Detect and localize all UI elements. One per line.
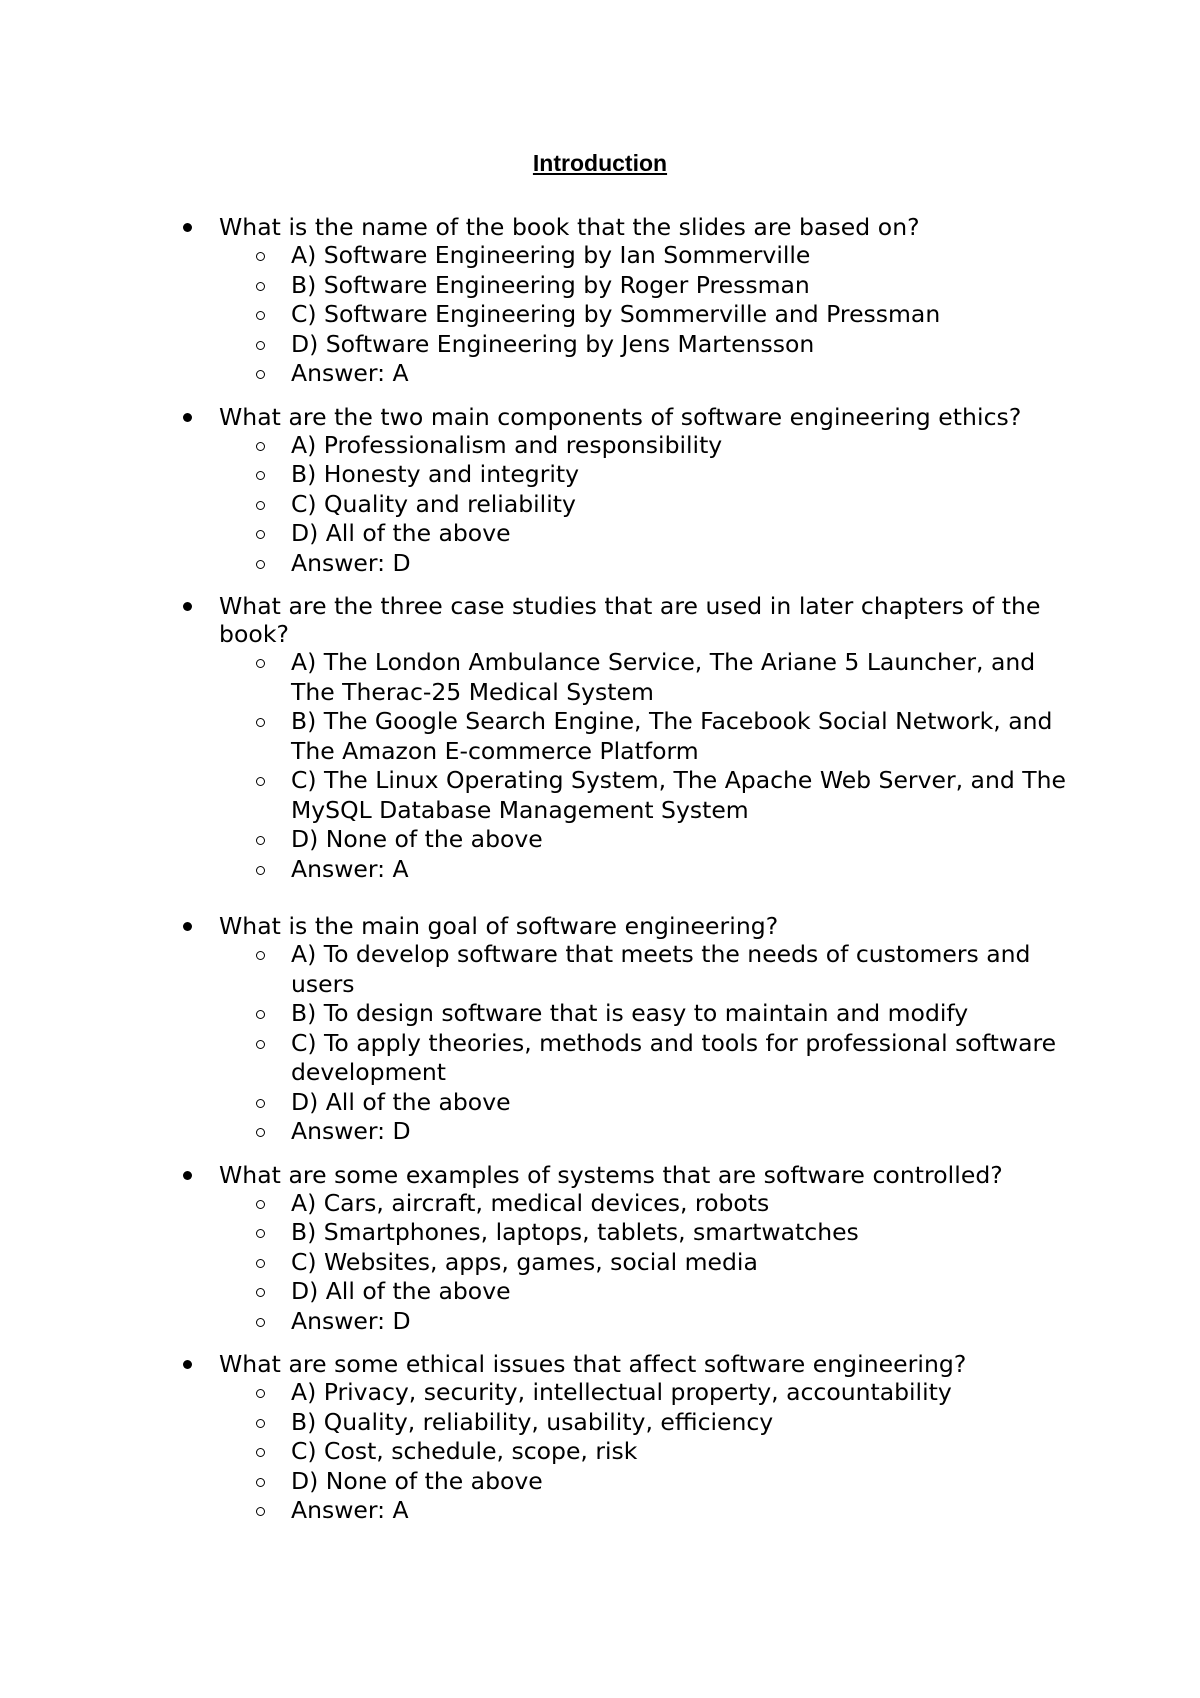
- answer-item: [0, 855, 1081, 885]
- answer-text: Answer: A: [291, 359, 409, 387]
- question-text: What is the main goal of software engineering?: [219, 912, 779, 940]
- hollow-bullet-icon: [256, 866, 265, 875]
- hollow-bullet-icon: [256, 777, 265, 786]
- answer-text: Answer: D: [291, 1306, 411, 1335]
- question-row: [0, 213, 1059, 241]
- hollow-bullet-icon: [256, 1128, 265, 1137]
- question-item: [0, 213, 1200, 389]
- question-row: [0, 1161, 1059, 1189]
- hollow-bullet-icon: [256, 442, 265, 451]
- question-row: [0, 1350, 1059, 1378]
- option-text: D) All of the above: [291, 1277, 511, 1305]
- option-list: [0, 648, 1200, 884]
- option-item: [0, 1467, 1081, 1497]
- answer-text: Answer: D: [291, 1117, 411, 1145]
- option-text: C) Software Engineering by Sommerville and Pressman: [291, 300, 941, 328]
- option-text: C) Websites, apps, games, social media: [291, 1247, 758, 1276]
- question-row: [0, 592, 1059, 648]
- option-item: [0, 241, 1081, 271]
- bullet-icon: [183, 922, 192, 931]
- answer-text: Answer: A: [291, 1496, 409, 1524]
- hollow-bullet-icon: [256, 252, 265, 261]
- option-item: [0, 766, 1081, 825]
- option-text: C) The Linux Operating System, The Apache Web Server, and The MySQL Database Management System: [291, 766, 1066, 824]
- option-text: A) Privacy, security, intellectual property, accountability: [291, 1378, 952, 1406]
- option-item: [0, 1029, 1081, 1088]
- option-text: B) Smartphones, laptops, tablets, smartwatches: [291, 1218, 859, 1246]
- bullet-icon: [183, 1171, 192, 1180]
- question-item: [0, 1161, 1200, 1337]
- option-item: [0, 519, 1081, 549]
- hollow-bullet-icon: [256, 659, 265, 668]
- hollow-bullet-icon: [256, 530, 265, 539]
- hollow-bullet-icon: [256, 501, 265, 510]
- option-text: B) The Google Search Engine, The Facebook Social Network, and The Amazon E-commerce Platform: [291, 707, 1053, 765]
- hollow-bullet-icon: [256, 1259, 265, 1268]
- hollow-bullet-icon: [256, 1389, 265, 1398]
- question-item: [0, 912, 1200, 1147]
- question-row: [0, 403, 1059, 431]
- option-item: [0, 271, 1081, 301]
- option-text: C) Cost, schedule, scope, risk: [291, 1437, 638, 1465]
- option-list: [0, 241, 1200, 389]
- hollow-bullet-icon: [256, 282, 265, 291]
- option-item: [0, 1189, 1081, 1219]
- option-item: [0, 648, 1081, 707]
- option-item: [0, 1248, 1081, 1278]
- answer-item: [0, 1496, 1081, 1526]
- option-item: [0, 1437, 1081, 1467]
- bullet-icon: [183, 223, 192, 232]
- option-text: A) Cars, aircraft, medical devices, robots: [291, 1188, 770, 1217]
- answer-text: Answer: A: [291, 854, 409, 883]
- option-text: A) To develop software that meets the needs of customers and users: [291, 940, 1031, 998]
- option-list: [0, 1189, 1200, 1337]
- option-item: [0, 940, 1081, 999]
- answer-item: [0, 359, 1081, 389]
- hollow-bullet-icon: [256, 1419, 265, 1428]
- option-text: D) None of the above: [291, 825, 543, 853]
- option-text: A) Professionalism and responsibility: [291, 430, 723, 459]
- hollow-bullet-icon: [256, 1507, 265, 1516]
- hollow-bullet-icon: [256, 471, 265, 480]
- option-list: [0, 431, 1200, 579]
- question-row: [0, 912, 1059, 940]
- hollow-bullet-icon: [256, 951, 265, 960]
- hollow-bullet-icon: [256, 311, 265, 320]
- option-text: D) Software Engineering by Jens Martensson: [291, 329, 815, 358]
- option-text: C) To apply theories, methods and tools for professional software development: [291, 1028, 1057, 1086]
- option-text: D) All of the above: [291, 519, 511, 547]
- question-text: What are some ethical issues that affect software engineering?: [219, 1350, 967, 1378]
- hollow-bullet-icon: [256, 1318, 265, 1327]
- answer-text: Answer: D: [291, 548, 411, 577]
- option-item: [0, 1277, 1081, 1307]
- question-list: [0, 213, 1200, 1540]
- question-text: What are the three case studies that are used in later chapters of the book?: [219, 592, 1041, 648]
- answer-item: [0, 549, 1081, 579]
- hollow-bullet-icon: [256, 1229, 265, 1238]
- option-item: [0, 300, 1081, 330]
- option-list: [0, 1378, 1200, 1526]
- answer-item: [0, 1307, 1081, 1337]
- hollow-bullet-icon: [256, 1200, 265, 1209]
- option-text: B) Honesty and integrity: [291, 460, 580, 488]
- option-text: D) None of the above: [291, 1466, 543, 1495]
- option-item: [0, 999, 1081, 1029]
- bullet-icon: [183, 413, 192, 422]
- hollow-bullet-icon: [256, 1478, 265, 1487]
- option-item: [0, 1378, 1081, 1408]
- option-text: C) Quality and reliability: [291, 489, 576, 518]
- option-text: B) Software Engineering by Roger Pressman: [291, 270, 810, 299]
- hollow-bullet-icon: [256, 1448, 265, 1457]
- hollow-bullet-icon: [256, 836, 265, 845]
- option-text: D) All of the above: [291, 1087, 511, 1116]
- bullet-icon: [183, 602, 192, 611]
- option-text: B) Quality, reliability, usability, efficiency: [291, 1407, 774, 1436]
- option-item: [0, 1218, 1081, 1248]
- option-text: A) The London Ambulance Service, The Ariane 5 Launcher, and The Therac-25 Medical System: [291, 648, 1036, 706]
- hollow-bullet-icon: [256, 341, 265, 350]
- hollow-bullet-icon: [256, 370, 265, 379]
- question-item: [0, 403, 1200, 579]
- question-item: [0, 592, 1200, 884]
- option-item: [0, 707, 1081, 766]
- answer-item: [0, 1117, 1081, 1147]
- option-item: [0, 490, 1081, 520]
- hollow-bullet-icon: [256, 560, 265, 569]
- bullet-icon: [183, 1360, 192, 1369]
- page-title: Introduction: [532, 150, 668, 176]
- hollow-bullet-icon: [256, 718, 265, 727]
- option-item: [0, 825, 1081, 855]
- question-text: What are the two main components of software engineering ethics?: [219, 402, 1022, 431]
- hollow-bullet-icon: [256, 1040, 265, 1049]
- option-item: [0, 1408, 1081, 1438]
- question-item: [0, 1350, 1200, 1526]
- question-text: What is the name of the book that the slides are based on?: [219, 213, 920, 241]
- hollow-bullet-icon: [256, 1288, 265, 1297]
- option-item: [0, 431, 1081, 461]
- question-text: What are some examples of systems that are software controlled?: [219, 1160, 1003, 1189]
- option-item: [0, 1088, 1081, 1118]
- option-text: B) To design software that is easy to maintain and modify: [291, 999, 969, 1027]
- option-text: A) Software Engineering by Ian Sommerville: [291, 241, 811, 269]
- hollow-bullet-icon: [256, 1099, 265, 1108]
- option-item: [0, 330, 1081, 360]
- option-list: [0, 940, 1200, 1147]
- hollow-bullet-icon: [256, 1010, 265, 1019]
- option-item: [0, 460, 1081, 490]
